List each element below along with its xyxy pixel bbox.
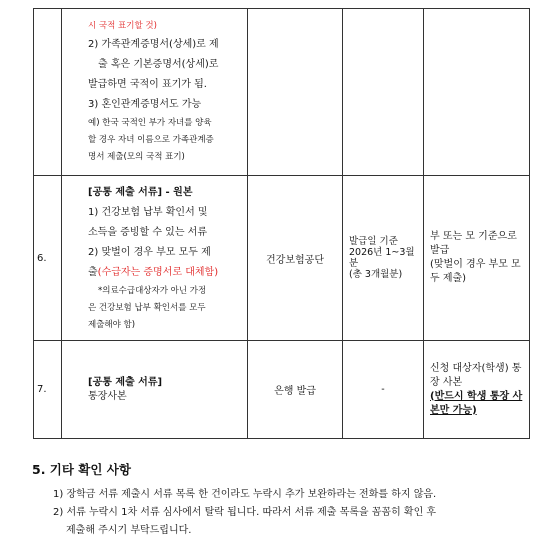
notes-line: (맞벌이 경우 부모 모두 제출) [430,259,521,284]
desc-line: 2) 맞벌이 경우 부모 모두 제 [88,246,211,258]
row-number: 6. [34,176,62,341]
desc-line: 시 국적 표기할 것) [88,21,157,31]
table-row-6 [34,176,530,341]
notes-cell [424,341,530,439]
red-note: (수급자는 증명서로 대체함) [97,266,219,278]
desc-line: 은 건강보험 납부 확인서를 모두 [88,302,206,313]
desc-line: 1) 건강보험 납부 확인서 및 [88,206,208,218]
issuer: 건강보험공단 [248,176,343,341]
row-title: [공통 제출 서류] - 원본 [88,186,193,198]
section-heading: 5. 기타 확인 사항 [32,462,131,477]
desc-line: 발급하면 국적이 표기가 됨. [88,79,207,90]
period-cell [343,9,424,176]
desc-line: 명서 제출(모의 국적 표기) [88,152,185,162]
notes-line: 부 또는 모 기준으로 발급 [430,231,517,256]
period-cell [343,176,424,341]
issuer-cell [248,9,343,176]
notes-cell [424,176,530,341]
period-line: (총 3개월분) [349,269,403,280]
row-number: 7. [34,341,62,439]
desc-line: 통장사본 [88,390,127,402]
row-number-cell [34,9,62,176]
list-item: 2) 서류 누락시 1차 서류 심사에서 탈락 됩니다. 따라서 서류 제출 목록을 꼼꼼히 확인 후 [53,507,437,518]
notes-cell [424,9,530,176]
continued-lines [88,18,243,166]
list-item-continued: 제출해 주시기 부탁드립니다. [66,525,192,536]
table-row-7 [34,341,530,439]
period-line: 2026년 1~3월분 [349,247,415,269]
period-line: 발급일 기준 [349,236,398,247]
desc-line: 3) 혼인관계증명서도 가능 [88,99,202,110]
desc-line: 2) 가족관계증명서(상세)로 제 [88,39,219,50]
description-cell [62,341,248,439]
desc-line [88,263,243,283]
document-table [33,8,530,439]
notes-line: 신청 대상자(학생) 통장 사본 [430,362,522,388]
desc-line: 출 혹은 기본증명서(상세)로 [98,59,219,70]
section-items [53,486,523,540]
table-row-continued [34,9,530,176]
desc-line: *의료수급대상자가 아닌 가정 [98,285,207,296]
desc-line: 소득을 증빙할 수 있는 서류 [88,226,207,238]
notes-line-underlined: (반드시 학생 통장 사본만 가능) [430,390,523,416]
desc-text: 출 [88,266,98,278]
issuer: 은행 발급 [248,341,343,439]
desc-line: 제출해야 함) [88,319,136,330]
description-cell [62,9,248,176]
period: - [343,341,424,439]
list-item: 1) 장학금 서류 제출시 서류 목록 한 건이라도 누락시 추가 보완하라는 전화를 하지 않음. [53,489,437,500]
desc-line: 할 경우 자녀 이름으로 가족관계증 [88,135,214,145]
desc-line: 예) 한국 국적인 부가 자녀를 양육 [88,118,212,128]
description-cell [62,176,248,341]
row-title: [공통 제출 서류] [88,376,163,388]
